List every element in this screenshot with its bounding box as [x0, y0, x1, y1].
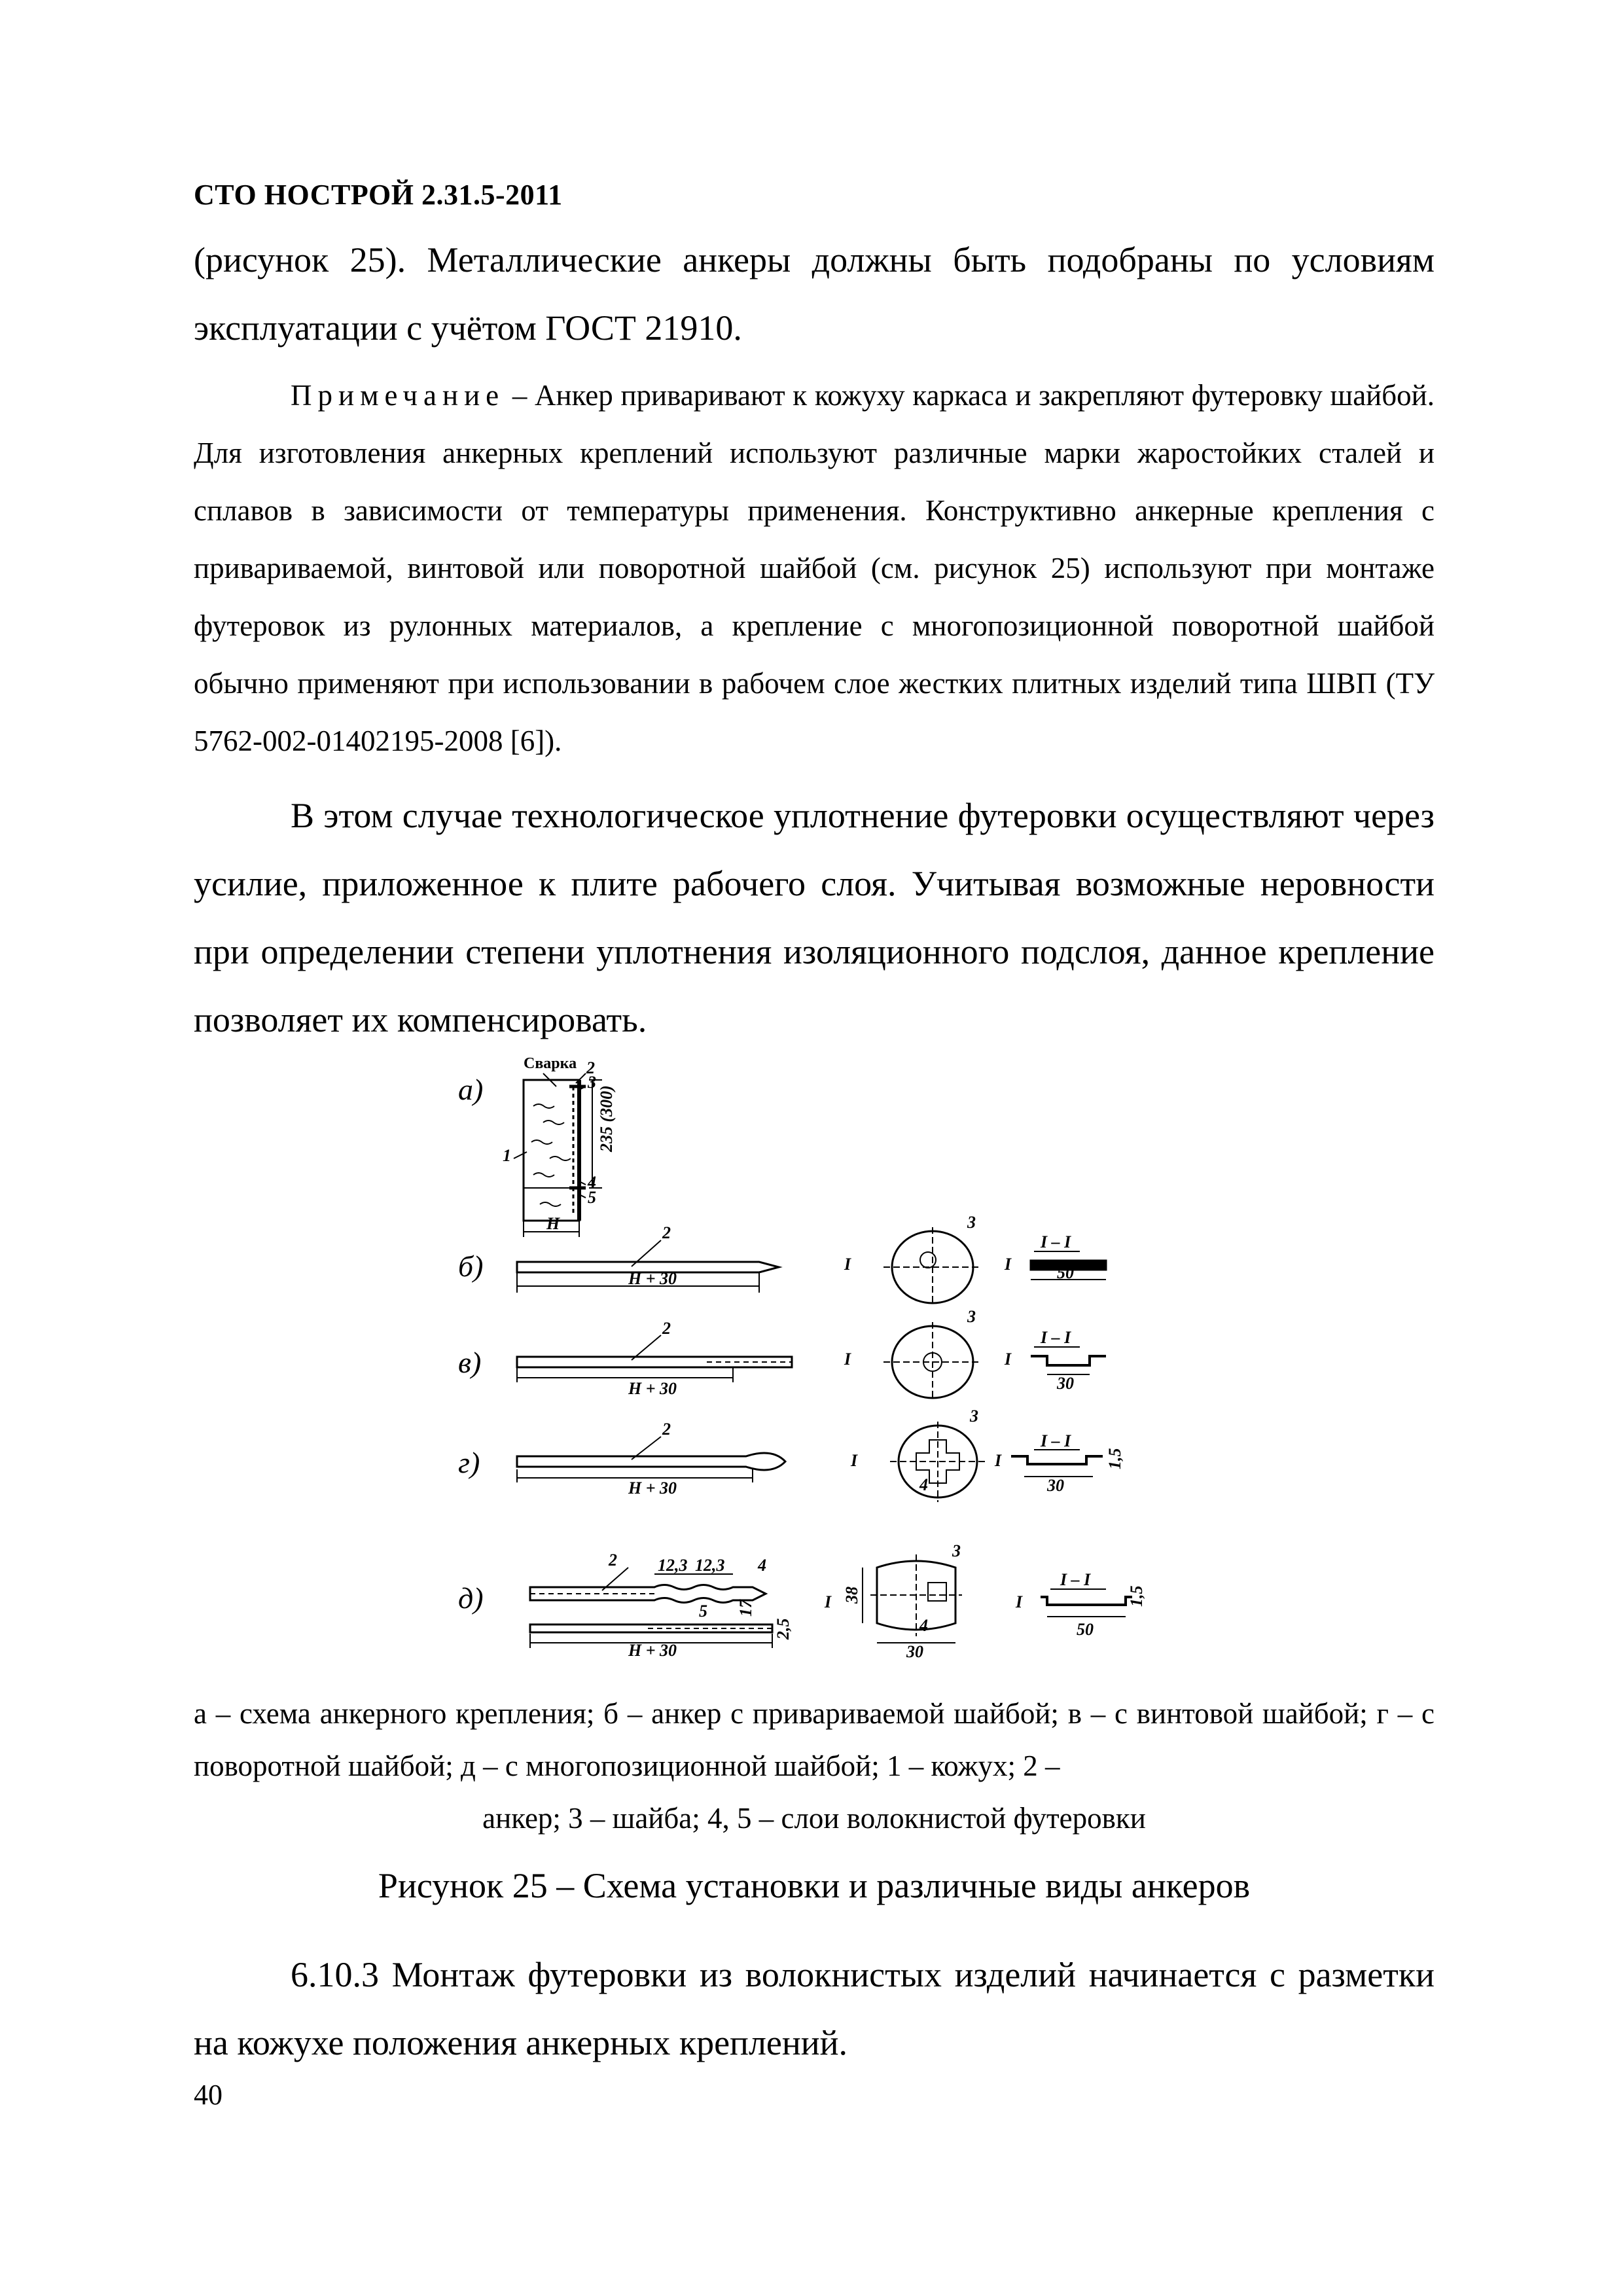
num-2-a: 2: [586, 1058, 595, 1077]
anchor-g-rod: [517, 1453, 785, 1470]
figure-title: Рисунок 25 – Схема установки и различные виды анкеров: [378, 1866, 1251, 1905]
num-4-g: 4: [919, 1475, 928, 1494]
weld-label: Сварка: [524, 1055, 577, 1072]
section-mark-v1: I: [844, 1350, 851, 1369]
anchor-v: [517, 1322, 1106, 1401]
section-mark-b1: I: [844, 1255, 851, 1274]
paragraph-6-10-3: 6.10.3 Монтаж футеровки из волокнистых изделий начинается с разметки на кожухе положения анкерных креплений.: [194, 1955, 1435, 2062]
dim-h30-d: H + 30: [628, 1641, 677, 1660]
num-2-b: 2: [662, 1223, 671, 1242]
dim-50-d: 50: [1077, 1620, 1094, 1639]
dim-50-b: 50: [1057, 1263, 1074, 1282]
num-3-d: 3: [952, 1541, 961, 1560]
num-2-v: 2: [662, 1319, 671, 1338]
dim-h30-v: H + 30: [628, 1379, 677, 1398]
section-d: I – I: [1060, 1570, 1091, 1589]
dim-5-d: 5: [699, 1602, 707, 1621]
dim-17-d: 17: [736, 1600, 755, 1617]
label-d: д): [458, 1581, 484, 1615]
section-b: I – I: [1041, 1232, 1071, 1251]
num-2-d: 2: [609, 1551, 617, 1570]
num-4-d: 4: [758, 1556, 766, 1575]
section-mark-g2: I: [995, 1451, 1002, 1470]
dim-h30-b: H + 30: [628, 1269, 677, 1288]
dim-30-g: 30: [1047, 1476, 1064, 1495]
section-v: I – I: [1041, 1328, 1071, 1347]
anchor-d-rod: [530, 1585, 766, 1603]
section-mark-g1: I: [851, 1451, 858, 1470]
paragraph-compensation: В этом случае технологическое уплотнение футеровки осуществляют через усилие, приложенное к плите рабочего слоя. Учитывая возможные неровности при определении степени уплотнения изоляционного подслоя, данное крепление позволяет их компенсировать.: [194, 796, 1435, 1039]
num-1-a: 1: [503, 1146, 511, 1165]
dim-38-d: 38: [842, 1587, 861, 1604]
label-v: в): [458, 1346, 482, 1379]
num-3-g: 3: [970, 1407, 978, 1426]
section-mark-d1: I: [825, 1592, 832, 1611]
num-2-g: 2: [662, 1420, 671, 1439]
label-b: б): [458, 1249, 484, 1283]
paragraph-line-1: (рисунок 25). Металлические анкеры должны быть подобраны по условиям: [194, 240, 1435, 279]
paragraph-line-2: эксплуатации с учётом ГОСТ 21910.: [194, 308, 742, 348]
lining-block: [524, 1080, 579, 1221]
section-g: I – I: [1041, 1431, 1071, 1450]
num-4-d2: 4: [919, 1616, 928, 1635]
num-4-a: 4: [588, 1173, 596, 1192]
dim-30-v: 30: [1057, 1374, 1074, 1393]
figure-legend-line-2: анкер; 3 – шайба; 4, 5 – слои волокнистой футеровки: [482, 1802, 1146, 1835]
label-g: г): [458, 1446, 480, 1479]
num-5-a: 5: [588, 1188, 596, 1207]
anchor-v-rod: [517, 1357, 792, 1367]
dim-h30-g: H + 30: [628, 1479, 677, 1498]
section-mark-v2: I: [1005, 1350, 1012, 1369]
dim-height: 235 (300): [597, 1085, 616, 1152]
figure-legend-line-1: а – схема анкерного крепления; б – анкер с привариваемой шайбой; в – с винтовой шайбой; г – с поворотной шайбой; д – с многопозиционной шайбой; 1 – кожух; 2 –: [194, 1697, 1435, 1782]
dim-1-5-d: 1,5: [1127, 1585, 1146, 1607]
dim-1-5-g: 1,5: [1105, 1448, 1124, 1469]
scheme-a: [514, 1073, 602, 1237]
note-text: – Анкер приваривают к кожуху каркаса и закрепляют футеровку шайбой. Для изготовления анкерных креплений используют различные марки жаростойких сталей и сплавов в зависимости от температуры применения. Конструктивно анкерные крепления с привариваемой, винтовой или поворотной шайбой (см. рисунок 25) используют при монтаже футеровок из рулонных материалов, а крепление с многопозиционной поворотной шайбой обычно применяют при использовании в рабочем слое жестких плитных изделий типа ШВП (ТУ 5762-002-01402195-2008 [6]).: [194, 379, 1435, 757]
label-a: а): [458, 1073, 484, 1106]
anchor-g: [517, 1422, 1103, 1502]
dim-2-5-d: 2,5: [774, 1618, 793, 1640]
dim-12-3-2: 12,3: [695, 1556, 725, 1575]
num-3-v: 3: [967, 1307, 976, 1326]
page-number: 40: [194, 2079, 223, 2111]
anchor-b: [517, 1227, 1106, 1306]
dim-H: H: [546, 1214, 560, 1233]
section-mark-b2: I: [1005, 1255, 1012, 1274]
dim-12-3-1: 12,3: [658, 1556, 688, 1575]
num-3-b: 3: [967, 1213, 976, 1232]
document-code-header: СТО НОСТРОЙ 2.31.5-2011: [194, 179, 563, 211]
num-3-a: 3: [588, 1073, 596, 1092]
section-mark-d2: I: [1016, 1592, 1023, 1611]
note-label: Примечание: [291, 379, 505, 412]
dim-30-d: 30: [906, 1642, 923, 1661]
